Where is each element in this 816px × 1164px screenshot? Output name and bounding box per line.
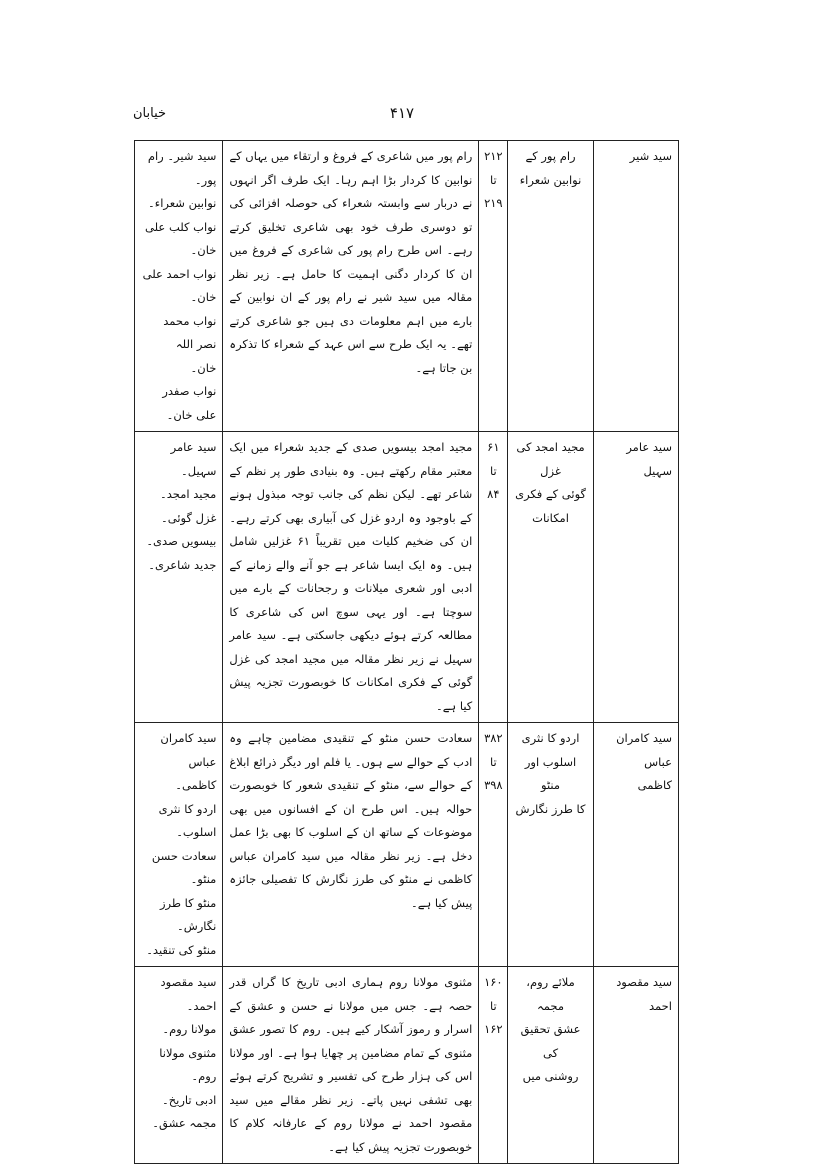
keyword: سید مقصود احمد۔ — [160, 975, 217, 1013]
keyword: نواب کلب علی خان۔ — [145, 219, 217, 257]
page-start: ۳۸۲ — [484, 731, 503, 745]
title-cell — [508, 967, 593, 1164]
keywords-cell — [135, 141, 223, 432]
author-line: سید کامران عباس — [616, 731, 672, 769]
summary-cell: سعادت حسن منٹو کے تنقیدی مضامین چاہے وہ ادب کے حوالے سے ہوں۔ یا فلم اور دیگر ذرائع ابلاغ کے حوالے سے، منٹو کے تنقیدی شعور کا خوبصورت حوالہ ہیں۔ اس طرح ان کے افسانوں میں بھی موضوعات کے ساتھ ان کے اسلوب کا بھی بڑا عمل دخل ہے۔ زیر نظر مقالہ میں سید کامران عباس کاظمی نے منٹو کی طرز نگارش کا تفصیلی جائزہ پیش کیا ہے۔ — [223, 723, 479, 967]
keywords-cell — [135, 723, 223, 967]
title-line: عشق تحقیق کی — [520, 1022, 581, 1060]
page-start: ۱۶۰ — [484, 975, 503, 989]
table-row — [135, 432, 679, 723]
keyword: نواب احمد علی خان۔ — [142, 266, 217, 304]
page-end: ۳۹۸ — [484, 778, 503, 792]
author-line: سید شیر — [629, 149, 672, 163]
table-row — [135, 967, 679, 1164]
title-line: امکانات — [532, 510, 569, 525]
page-to: تا — [489, 172, 497, 187]
keyword: ادبی تاریخ۔ — [161, 1092, 217, 1107]
table-row — [135, 723, 679, 967]
title-line: اسلوب اور منٹو — [524, 754, 577, 792]
keyword: مجید امجد۔ — [160, 487, 217, 501]
keywords-cell — [135, 432, 223, 723]
author-cell — [593, 723, 678, 967]
title-line: روشنی میں — [522, 1069, 579, 1083]
title-cell — [508, 723, 593, 967]
keyword: منٹو کا طرز نگارش۔ — [159, 895, 217, 933]
page-to: تا — [489, 754, 497, 769]
title-line: کا طرز نگارش — [515, 801, 586, 816]
summary-cell: مثنوی مولانا روم ہماری ادبی تاریخ کا گراں قدر حصہ ہے۔ جس میں مولانا نے حسن و عشق کے اسرار و رموز آشکار کیے ہیں۔ روم کا تصور عشق مثنوی کے تمام مضامین پر چھایا ہوا ہے۔ اور مولانا اس کی ہزار طرح کی تفسیر و تشریح کرتے ہوئے بھی تشفی نہیں پاتے۔ زیر نظر مقالے میں سید مقصود احمد نے مولانا روم کے عارفانہ کلام کا خوبصورت تجزیہ پیش کیا ہے۔ — [223, 967, 479, 1164]
keyword: سید شیر۔ رام پور۔ — [147, 149, 217, 187]
keyword: اردو کا نثری اسلوب۔ — [158, 801, 217, 839]
author-cell — [593, 141, 678, 432]
keyword: جدید شاعری۔ — [148, 557, 217, 572]
page-start: ۲۱۲ — [484, 149, 503, 163]
page-end: ۸۴ — [487, 487, 500, 501]
keyword: مثنوی مولانا روم۔ — [159, 1045, 217, 1083]
pages-cell — [479, 432, 508, 723]
page-to: تا — [489, 463, 497, 478]
title-line: نوابین شعراء — [519, 172, 582, 187]
table-row — [135, 141, 679, 432]
keyword: سعادت حسن منٹو۔ — [151, 848, 217, 886]
pages-cell — [479, 967, 508, 1164]
title-cell — [508, 141, 593, 432]
keyword: کاظمی۔ — [175, 778, 217, 792]
title-line: رام پور کے — [525, 149, 576, 163]
title-cell — [508, 432, 593, 723]
author-line: سید مقصود احمد — [616, 975, 672, 1013]
author-line: سید عامر سہیل — [626, 440, 672, 478]
journal-title: خیابان — [133, 106, 167, 121]
keyword: نواب صفدر علی خان۔ — [162, 384, 217, 422]
keyword: نوابین شعراء۔ — [148, 196, 217, 210]
title-line: اردو کا نثری — [521, 731, 580, 745]
keyword: مجمہ عشق۔ — [152, 1116, 217, 1130]
author-cell — [593, 967, 678, 1164]
keyword: غزل گوئی۔ — [161, 510, 217, 525]
page-number: ۴۱۷ — [389, 104, 415, 122]
page-start: ۶۱ — [487, 440, 500, 454]
keyword: بیسویں صدی۔ — [146, 534, 217, 548]
page-end: ۱۶۲ — [484, 1022, 503, 1036]
keyword: سید عامر سہیل۔ — [170, 440, 217, 478]
summary-cell: مجید امجد بیسویں صدی کے جدید شعراء میں ایک معتبر مقام رکھتے ہیں۔ وہ بنیادی طور پر نظم کے شاعر تھے۔ لیکن نظم کی جانب توجہ مبذول ہونے کے باوجود وہ اردو غزل کی آبیاری بھی کرتے رہے۔ ان کی ضخیم کلیات میں تقریباً ۶۱ غزلیں شامل ہیں۔ وہ ایک ایسا شاعر ہے جو آنے والے زمانے کے ادبی اور شعری میلانات و رجحانات کے بارے میں سوچتا ہے۔ اور یہی سوچ اس کی شاعری کا مطالعہ کرتے ہوئے دیکھی جاسکتی ہے۔ سید عامر سہیل نے زیر نظر مقالہ میں مجید امجد کی غزل گوئی کے فکری امکانات کا خوبصورت تجزیہ پیش کیا ہے۔ — [223, 432, 479, 723]
keyword: منٹو کی تنقید۔ — [146, 942, 217, 957]
keywords-cell — [135, 967, 223, 1164]
article-index-table — [134, 140, 679, 1164]
title-line: ملائے روم، مجمہ — [526, 975, 575, 1013]
title-line: مجید امجد کی غزل — [516, 440, 585, 478]
title-line: گوئی کے فکری — [515, 487, 586, 501]
keyword: سید کامران عباس — [160, 731, 217, 769]
summary-cell: رام پور میں شاعری کے فروغ و ارتقاء میں یہاں کے نوابین کا کردار بڑا اہم رہا۔ ایک طرف اگر انہوں نے دربار سے وابستہ شعراء کی حوصلہ افزائی کی تو دوسری طرف خود بھی شاعری تخلیق کرتے رہے۔ اس طرح رام پور کی شاعری کے فروغ میں ان کا کردار دگنی اہمیت کا حامل ہے۔ زیر نظر مقالہ میں سید شیر نے رام پور کے ان نوابین کے بارے میں اہم معلومات دی ہیں جو شاعری کرتے تھے۔ یہ ایک طرح سے اس عہد کے شعراء کا تذکرہ بن جاتا ہے۔ — [223, 141, 479, 432]
keyword: مولانا روم۔ — [162, 1022, 217, 1036]
keyword: خان۔ — [190, 360, 217, 375]
page-end: ۲۱۹ — [484, 196, 503, 210]
pages-cell — [479, 141, 508, 432]
author-cell — [593, 432, 678, 723]
author-line: کاظمی — [637, 778, 672, 792]
keyword: نواب محمد نصر اللہ — [163, 313, 217, 351]
page-to: تا — [489, 998, 497, 1013]
pages-cell — [479, 723, 508, 967]
